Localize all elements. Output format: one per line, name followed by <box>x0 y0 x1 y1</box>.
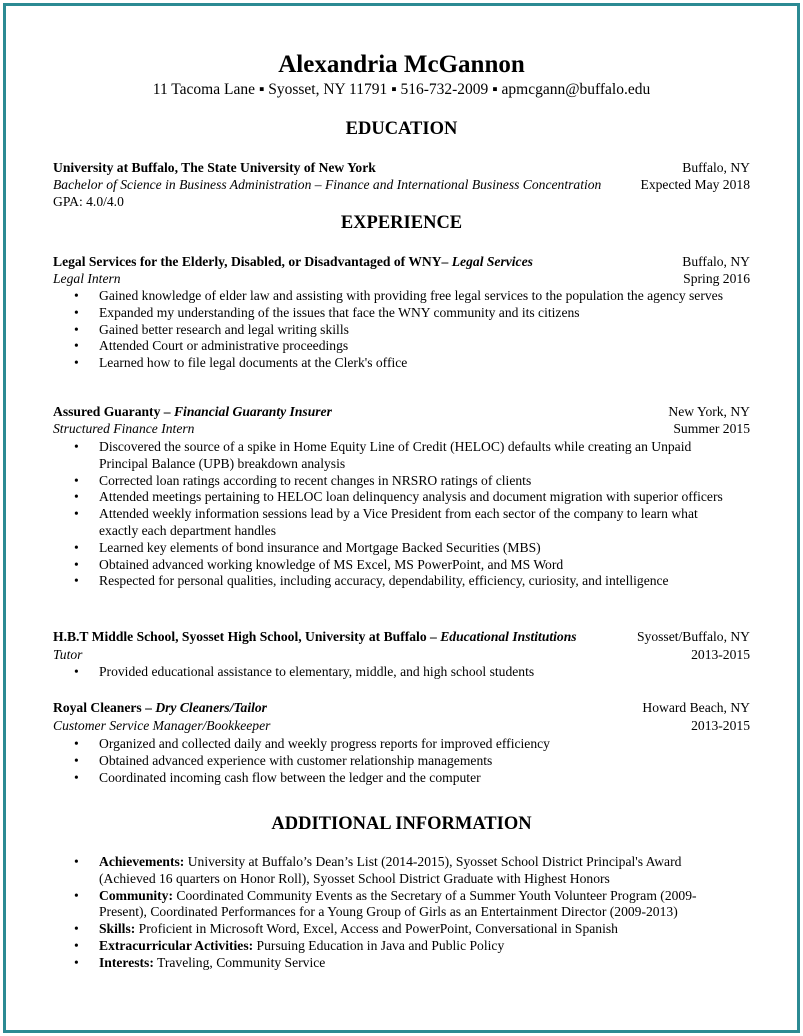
list-item: • Coordinated incoming cash flow between the ledger and the computer <box>74 769 481 785</box>
job-title: Customer Service Manager/Bookkeeper <box>53 718 271 733</box>
education-school: University at Buffalo, The State University of New York <box>53 160 376 175</box>
list-item: • Discovered the source of a spike in Home Equity Line of Credit (HELOC) defaults while creating an Unpaid Principal Balance (UPB) breakdown analysis <box>74 439 692 471</box>
job-location: Syosset/Buffalo, NY <box>636 629 750 644</box>
job-title: Legal Intern <box>53 271 121 286</box>
list-item: • Community: Coordinated Community Events as the Secretary of a Summer Youth Volunteer Program (2009-Present), Coordinated Performances for a Young Group of Girls as an Entertainment Director (2009-2013) <box>74 887 697 920</box>
education-degree: Bachelor of Science in Business Administration – Finance and International Business Concentration <box>53 177 602 192</box>
section-title-education: EDUCATION <box>345 119 458 139</box>
section-title-additional: ADDITIONAL INFORMATION <box>271 814 532 834</box>
job-date: Spring 2016 <box>683 271 750 286</box>
list-item: • Attended meetings pertaining to HELOC loan delinquency analysis and document migration with superior officers <box>74 489 723 505</box>
list-item: • Attended Court or administrative proceedings <box>74 338 349 354</box>
job-org: Royal Cleaners – Dry Cleaners/Tailor <box>53 700 267 715</box>
additional-info-list <box>72 854 740 972</box>
list-item: • Learned key elements of bond insurance and Mortgage Backed Securities (MBS) <box>74 539 541 555</box>
job-date: Summer 2015 <box>673 421 750 436</box>
job-date: 2013-2015 <box>691 718 750 733</box>
list-item: • Achievements: University at Buffalo’s Dean’s List (2014-2015), Syosset School District Principal's Award (Achieved 16 quarters on Honor Roll), Syosset School District Graduate with Highest Honors <box>74 854 682 886</box>
job-org: Assured Guaranty – Financial Guaranty Insurer <box>53 404 332 419</box>
job-org: Legal Services for the Elderly, Disabled, or Disadvantaged of WNY– Legal Services <box>53 254 533 269</box>
contact-line: 11 Tacoma Lane ▪ Syosset, NY 11791 ▪ 516-732-2009 ▪ apmcgann@buffalo.edu <box>152 81 651 98</box>
job-org: H.B.T Middle School, Syosset High School, University at Buffalo – Educational Institutions <box>53 629 577 644</box>
job-title: Tutor <box>53 647 83 662</box>
job-title: Structured Finance Intern <box>53 421 195 436</box>
candidate-name: Alexandria McGannon <box>278 51 525 78</box>
job-date: 2013-2015 <box>691 647 750 662</box>
job-bullets <box>72 664 740 681</box>
list-item: • Obtained advanced working knowledge of MS Excel, MS PowerPoint, and MS Word <box>74 556 564 572</box>
job-location: Howard Beach, NY <box>642 700 750 715</box>
list-item: • Provided educational assistance to elementary, middle, and high school students <box>74 664 535 679</box>
job-bullets <box>72 439 740 590</box>
list-item: • Learned how to file legal documents at the Clerk's office <box>74 355 408 371</box>
education-location: Buffalo, NY <box>682 160 750 175</box>
list-item: • Interests: Traveling, Community Service <box>74 954 326 970</box>
list-item: • Corrected loan ratings according to recent changes in NRSRO ratings of clients <box>74 472 532 488</box>
list-item: • Gained knowledge of elder law and assisting with providing free legal services to the population the agency serves <box>74 288 723 303</box>
list-item: • Extracurricular Activities: Pursuing Education in Java and Public Policy <box>74 937 505 953</box>
list-item: • Skills: Proficient in Microsoft Word, Excel, Access and PowerPoint, Conversational in Spanish <box>74 921 618 937</box>
section-title-experience: EXPERIENCE <box>340 213 463 233</box>
list-item: • Expanded my understanding of the issues that face the WNY community and its citizens <box>74 304 580 320</box>
list-item: • Organized and collected daily and weekly progress reports for improved efficiency <box>74 736 550 751</box>
job-bullets <box>72 736 740 786</box>
job-bullets <box>72 288 740 372</box>
education-gpa: GPA: 4.0/4.0 <box>53 194 124 209</box>
list-item: • Gained better research and legal writing skills <box>74 321 349 337</box>
list-item: • Respected for personal qualities, including accuracy, dependability, efficiency, curiosity, and intelligence <box>74 573 669 589</box>
list-item: • Attended weekly information sessions lead by a Vice President from each sector of the company to learn what exactly each department handles <box>74 506 698 538</box>
list-item: • Obtained advanced experience with customer relationship managements <box>74 752 493 768</box>
job-location: Buffalo, NY <box>682 254 750 269</box>
job-location: New York, NY <box>668 404 750 419</box>
education-date: Expected May 2018 <box>640 177 750 192</box>
